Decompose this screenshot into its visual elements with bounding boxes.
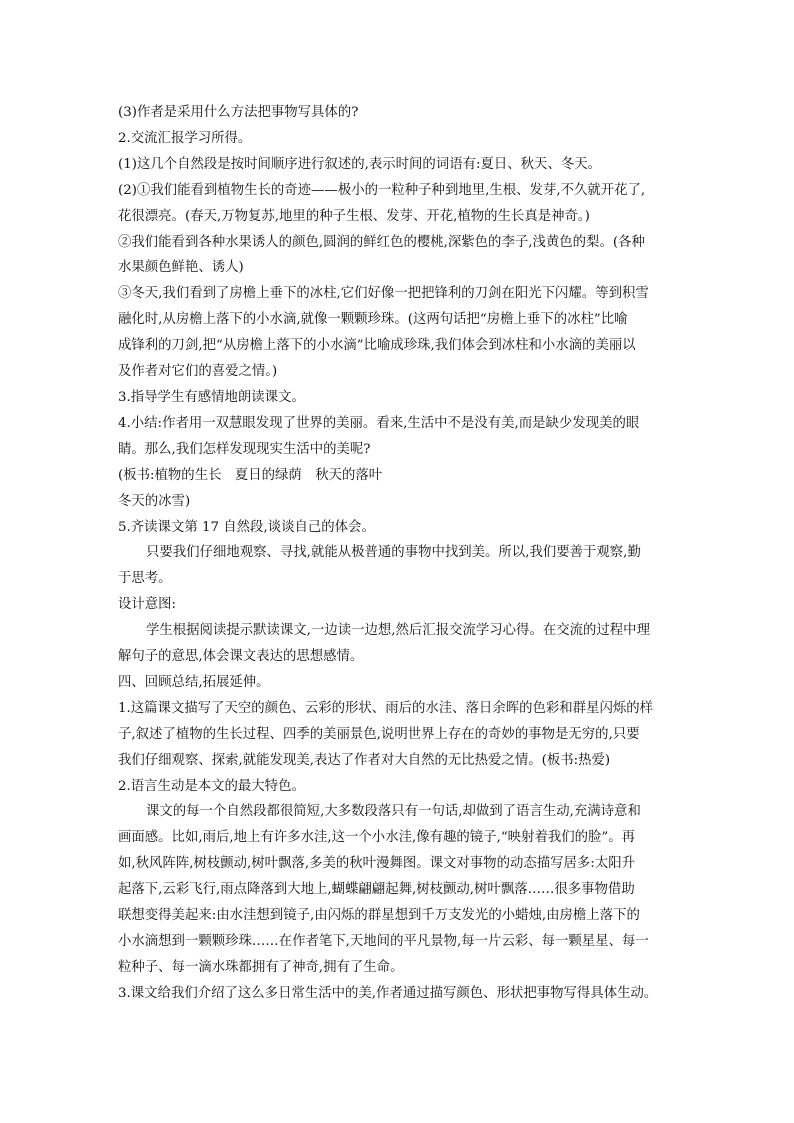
text-line: 只要我们仔细地观察、寻找,就能从极普通的事物中找到美。所以,我们要善于观察,勤 <box>146 545 641 561</box>
text-line: 水果颜色鲜艳、诱人) <box>118 260 244 276</box>
text-line: 4.小结:作者用一双慧眼发现了世界的美丽。看来,生活中不是没有美,而是缺少发现美的眼 <box>118 415 640 431</box>
text-line: ③冬天,我们看到了房檐上垂下的冰柱,它们好像一把把锋利的刀剑在阳光下闪耀。等到积雪 <box>118 286 649 302</box>
text-line: 画面感。比如,雨后,地上有许多水洼,这一个小水洼,像有趣的镜子,“映射着我们的脸”。再 <box>118 830 636 846</box>
text-line: 成锋利的刀剑,把“从房檐上落下的小水滴”比喻成珍珠,我们体会到冰柱和小水滴的美丽以 <box>118 338 636 354</box>
text-line: 融化时,从房檐上落下的小水滴,就像一颗颗珍珠。(这两句话把“房檐上垂下的冰柱”比喻 <box>118 312 628 328</box>
text-line: (板书:植物的生长 夏日的绿荫 秋天的落叶 <box>118 467 383 483</box>
text-line: 小水滴想到一颗颗珍珠……在作者笔下,天地间的平凡景物,每一片云彩、每一颗星星、每一 <box>118 934 649 949</box>
text-line: 3.指导学生有感情地朗读课文。 <box>118 389 305 405</box>
text-line: 如,秋风阵阵,树枝颤动,树叶飘落,多美的秋叶漫舞图。课文对事物的动态描写居多:太阳升 <box>118 856 635 872</box>
text-line: 冬天的冰雪) <box>118 493 191 509</box>
document-body <box>118 100 678 1007</box>
text-line: ②我们能看到各种水果诱人的颜色,圆润的鲜红色的樱桃,深紫色的李子,浅黄色的梨。(各种 <box>118 234 645 250</box>
text-line: 于思考。 <box>118 571 172 587</box>
text-line: 2.交流汇报学习所得。 <box>118 130 252 146</box>
text-line: 解句子的意思,体会课文表达的思想感情。 <box>118 649 364 665</box>
text-line: 5.齐读课文第 17 自然段,谈谈自己的体会。 <box>118 519 375 535</box>
text-line: 2.语言生动是本文的最大特色。 <box>118 778 305 794</box>
text-line: 1.这篇课文描写了天空的颜色、云彩的形状、雨后的水洼、落日余晖的色彩和群星闪烁的样 <box>118 700 654 716</box>
text-line: (1)这几个自然段是按时间顺序进行叙述的,表示时间的词语有:夏日、秋天、冬天。 <box>118 156 602 172</box>
text-line: 起落下,云彩飞行,雨点降落到大地上,蝴蝶翩翩起舞,树枝颤动,树叶飘落……很多事物借助 <box>118 882 635 898</box>
text-line: 花很漂亮。(春天,万物复苏,地里的种子生根、发芽、开花,植物的生长真是神奇。) <box>118 208 590 224</box>
text-line: 课文的每一个自然段都很简短,大多数段落只有一句话,却做到了语言生动,充满诗意和 <box>146 804 641 820</box>
text-line: 睛。那么,我们怎样发现现实生活中的美呢? <box>118 441 371 457</box>
text-line: 我们仔细观察、探索,就能发现美,表达了作者对大自然的无比热爱之情。(板书:热爱) <box>118 752 611 768</box>
text-line: 学生根据阅读提示默读课文,一边读一边想,然后汇报交流学习心得。在交流的过程中理 <box>146 623 650 639</box>
text-line: 及作者对它们的喜爱之情。) <box>118 364 278 380</box>
text-line: (3)作者是采用什么方法把事物写具体的? <box>118 105 359 120</box>
text-line: 3.课文给我们介绍了这么多日常生活中的美,作者通过描写颜色、形状把事物写得具体生动。 <box>118 985 658 1001</box>
text-line: 联想变得美起来:由水洼想到镜子,由闪烁的群星想到千万支发光的小蜡烛,由房檐上落下的 <box>118 908 640 924</box>
text-line: (2)①我们能看到植物生长的奇迹——极小的一粒种子种到地里,生根、发芽,不久就开花了, <box>118 182 646 198</box>
text-line: 设计意图: <box>118 597 177 613</box>
text-line: 粒种子、每一滴水珠都拥有了神奇,拥有了生命。 <box>118 959 404 975</box>
text-line: 四、回顾总结,拓展延伸。 <box>118 674 270 690</box>
text-line: 子,叙述了植物的生长过程、四季的美丽景色,说明世界上存在的奇妙的事物是无穷的,只要 <box>118 726 640 742</box>
